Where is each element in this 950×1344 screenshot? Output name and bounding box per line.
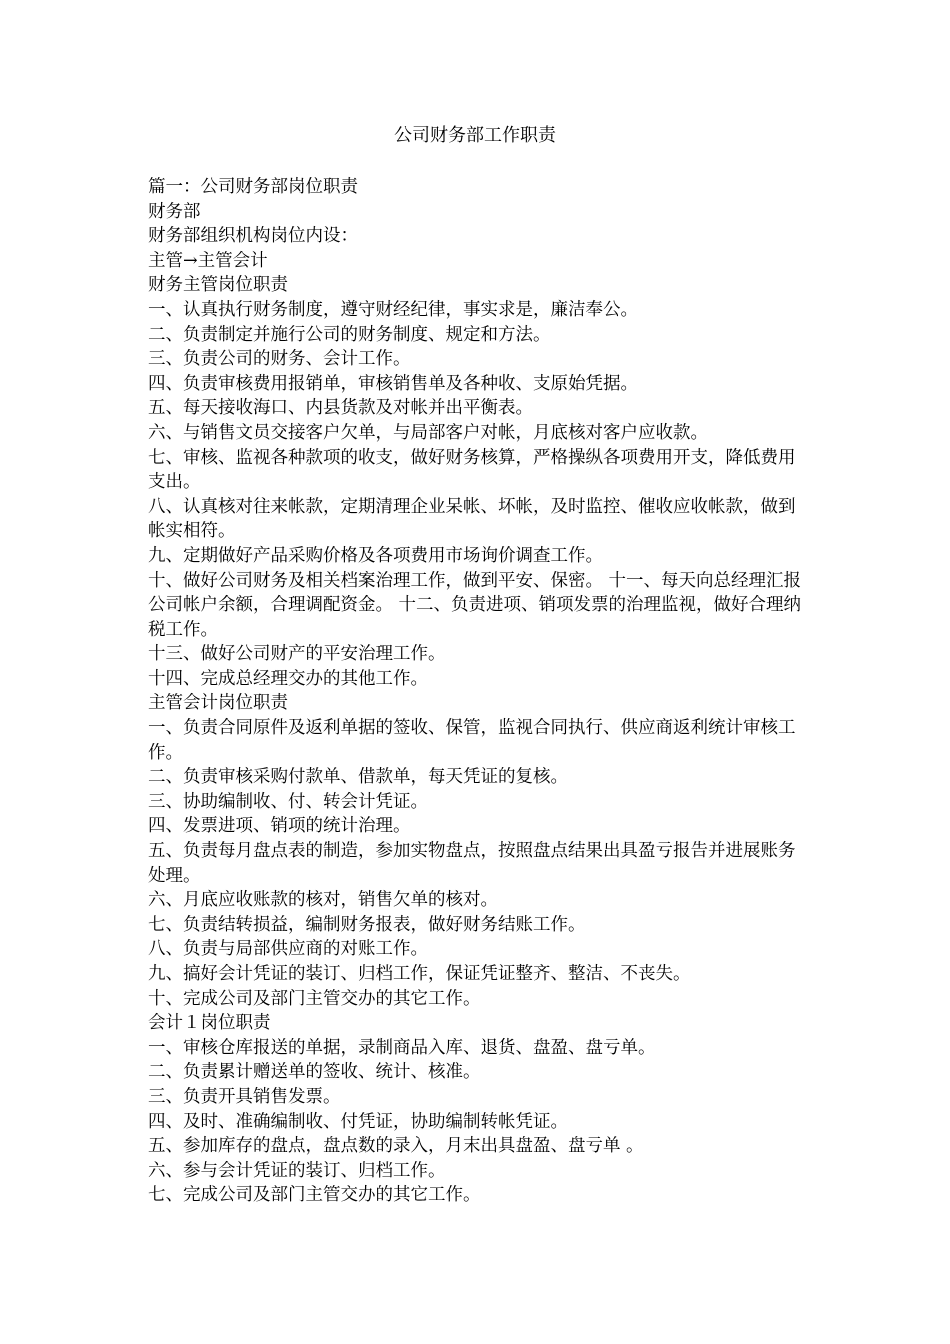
paragraph: 八、认真核对往来帐款，定期清理企业呆帐、坏帐，及时监控、催收应收帐款，做到帐实相符。 <box>148 496 796 542</box>
paragraph: 十、做好公司财务及相关档案治理工作，做到平安、保密。 十一、每天向总经理汇报公司帐户余额，合理调配资金。 十二、负责进项、销项发票的治理监视，做好合理纳税工作。 <box>148 570 802 640</box>
paragraph: 财务主管岗位职责 <box>148 275 288 296</box>
paragraph: 五、负责每月盘点表的制造，参加实物盘点，按照盘点结果出具盈亏报告并进展账务处理。 <box>148 841 796 886</box>
paragraph: 六、与销售文员交接客户欠单，与局部客户对帐，月底核对客户应收款。 <box>148 422 708 443</box>
paragraph: 六、参与会计凭证的装订、归档工作。 <box>148 1160 446 1181</box>
paragraph: 十四、完成总经理交办的其他工作。 <box>148 668 428 689</box>
paragraph: 七、完成公司及部门主管交办的其它工作。 <box>148 1185 481 1206</box>
paragraph: 五、每天接收海口、内县货款及对帐并出平衡表。 <box>148 398 533 419</box>
paragraph: 财务部组织机构岗位内设： <box>148 226 358 247</box>
paragraph: 八、负责与局部供应商的对账工作。 <box>148 939 428 960</box>
paragraph: 二、负责制定并施行公司的财务制度、规定和方法。 <box>148 324 551 345</box>
paragraph: 主管会计岗位职责 <box>148 693 288 714</box>
paragraph: 九、搞好会计凭证的装订、归档工作，保证凭证整齐、整洁、不丧失。 <box>148 964 691 984</box>
paragraph: 五、参加库存的盘点，盘点数的录入，月末出具盘盈、盘亏单 。 <box>148 1136 644 1157</box>
paragraph: 七、审核、监视各种款项的收支，做好财务核算，严格操纵各项费用开支，降低费用支出。 <box>148 447 796 493</box>
paragraph: 会计１岗位职责 <box>148 1013 271 1034</box>
document-title: 公司财务部工作职责 <box>394 125 556 146</box>
paragraph: 二、负责审核采购付款单、借款单，每天凭证的复核。 <box>148 767 568 788</box>
paragraph: 一、认真执行财务制度，遵守财经纪律，事实求是，廉洁奉公。 <box>148 299 638 320</box>
paragraph: 七、负责结转损益，编制财务报表，做好财务结账工作。 <box>148 914 586 935</box>
paragraph: 四、负责审核费用报销单，审核销售单及各种收、支原始凭据。 <box>148 373 638 394</box>
paragraph: 财务部 <box>148 201 201 222</box>
paragraph: 三、负责公司的财务、会计工作。 <box>148 349 411 370</box>
paragraph: 十三、做好公司财产的平安治理工作。 <box>148 644 446 665</box>
paragraph: 四、及时、准确编制收、付凭证，协助编制转帐凭证。 <box>148 1111 568 1132</box>
paragraph: 九、定期做好产品采购价格及各项费用市场询价调查工作。 <box>148 545 603 566</box>
paragraph: 一、审核仓库报送的单据，录制商品入库、退货、盘盈、盘亏单。 <box>148 1037 656 1058</box>
paragraph: 一、负责合同原件及返利单据的签收、保管，监视合同执行、供应商返利统计审核工作。 <box>148 718 796 763</box>
paragraph: 篇一：公司财务部岗位职责 <box>148 177 358 197</box>
paragraph: 六、月底应收账款的核对，销售欠单的核对。 <box>148 890 498 911</box>
document-body <box>148 175 808 1208</box>
paragraph: 二、负责累计赠送单的签收、统计、核准。 <box>148 1062 481 1083</box>
paragraph: 四、发票进项、销项的统计治理。 <box>148 816 411 837</box>
paragraph: 十、完成公司及部门主管交办的其它工作。 <box>148 988 481 1009</box>
paragraph: 三、负责开具销售发票。 <box>148 1086 341 1107</box>
paragraph: 三、协助编制收、付、转会计凭证。 <box>148 791 428 812</box>
paragraph: 主管→主管会计 <box>148 250 268 271</box>
